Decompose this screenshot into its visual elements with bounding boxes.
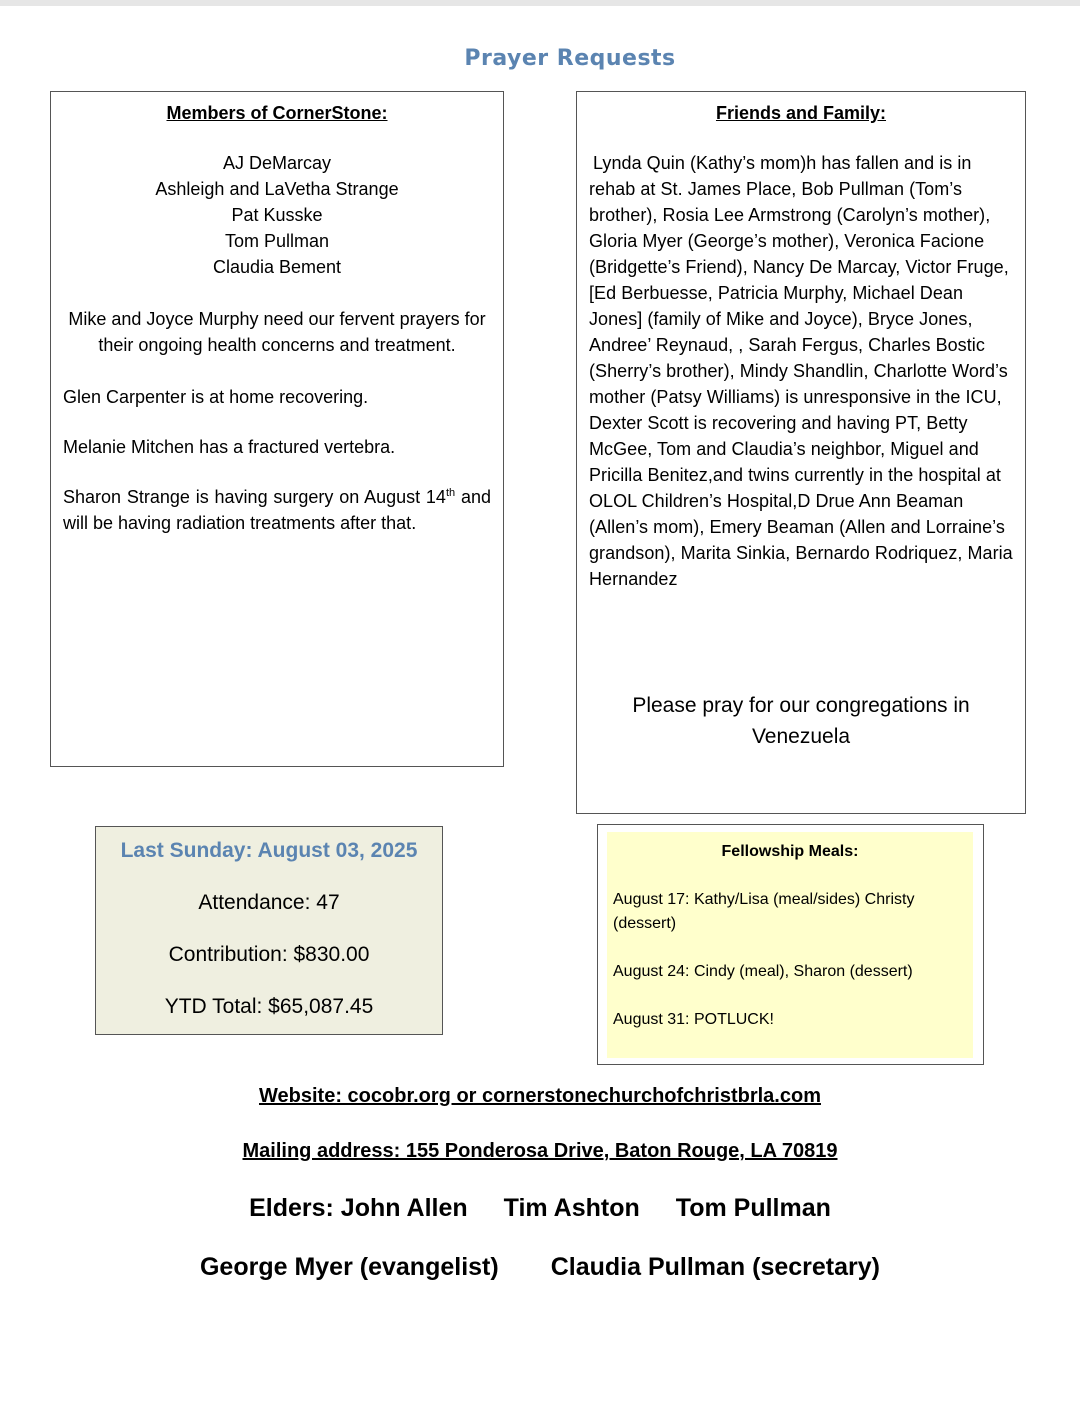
member-name: Tom Pullman	[224, 231, 330, 251]
sharon-text-a: Sharon Strange is having surgery on August 14	[63, 487, 446, 507]
ytd-total: YTD Total: $65,087.45	[164, 995, 374, 1018]
staff-line	[0, 1253, 1080, 1282]
meal-item: August 17: Kathy/Lisa (meal/sides) Christy (dessert)	[613, 891, 915, 932]
member-name: Pat Kusske	[231, 205, 323, 225]
contribution: Contribution: $830.00	[168, 943, 370, 966]
venezuela-request: Please pray for our congregations in Venezuela	[632, 694, 970, 748]
members-heading: Members of CornerStone:	[166, 103, 388, 123]
melanie-request: Melanie Mitchen has a fractured vertebra.	[63, 437, 396, 457]
page-title: Prayer Requests	[464, 46, 676, 71]
last-sunday-heading: Last Sunday: August 03, 2025	[120, 839, 418, 862]
elder-tom-pullman: Tom Pullman	[675, 1194, 831, 1222]
fellowship-meals-panel	[607, 832, 973, 1058]
secretary: Claudia Pullman (secretary)	[550, 1253, 880, 1281]
sharon-sup: th	[445, 487, 456, 499]
website: Website: cocobr.org or cornerstonechurchofchristbrla.com	[259, 1085, 821, 1107]
mailing-address: Mailing address: 155 Ponderosa Drive, Baton Rouge, LA 70819	[242, 1140, 838, 1162]
elder-john-allen: Elders: John Allen	[249, 1194, 468, 1222]
last-sunday-box	[95, 826, 443, 1035]
murphy-request: Mike and Joyce Murphy need our fervent prayers for their ongoing health concerns and treatment.	[68, 309, 486, 355]
meal-item: August 31: POTLUCK!	[613, 1011, 774, 1028]
mailing-line	[0, 1140, 1080, 1163]
friends-box	[576, 91, 1026, 814]
top-border	[0, 0, 1080, 6]
members-box	[50, 91, 504, 767]
friends-list: Lynda Quin (Kathy’s mom)h has fallen and is in rehab at St. James Place, Bob Pullman (Tom’s brother), Rosia Lee Armstrong (Carolyn’s mother), Gloria Myer (George’s mother), Veronica Facione (Bridgette’s Friend), Nancy De Marcay, Victor Fruge, [Ed Berbuesse, Patricia Murphy, Michael Dean Jones] (family of Mike and Joyce), Bryce Jones, Andree’ Reynaud, , Sarah Fergus, Charles Bostic (Sherry’s brother), Mindy Shandlin, Charlotte Word’s mother (Patsy Williams) is unresponsive in the ICU, Dexter Scott is recovering and having PT, Betty McGee, Tom and Claudia’s neighbor, Miguel and Pricilla Benitez,and twins currently in the hospital at OLOL Children’s Hospital,D Drue Ann Beaman (Allen’s mom), Emery Beaman (Allen and Lorraine’s grandson), Marita Sinkia, Bernardo Rodriquez, Maria Hernandez	[589, 153, 1013, 589]
elders-line	[0, 1194, 1080, 1223]
member-name: AJ DeMarcay	[222, 153, 332, 173]
friends-heading: Friends and Family:	[715, 103, 887, 123]
members-names-list	[63, 150, 491, 280]
member-name: Claudia Bement	[212, 257, 342, 277]
member-name: Ashleigh and LaVetha Strange	[155, 179, 399, 199]
sharon-request	[63, 484, 491, 536]
fellowship-meals-box	[597, 824, 984, 1065]
elder-tim-ashton: Tim Ashton	[503, 1194, 640, 1222]
sharon-text-b: and will be having radiation treatments after that.	[63, 487, 491, 533]
meals-heading: Fellowship Meals:	[721, 843, 859, 860]
website-line	[0, 1085, 1080, 1108]
meal-item: August 24: Cindy (meal), Sharon (dessert)	[613, 963, 913, 980]
glen-request: Glen Carpenter is at home recovering.	[63, 387, 369, 407]
attendance: Attendance: 47	[198, 891, 340, 914]
evangelist: George Myer (evangelist)	[199, 1253, 499, 1281]
